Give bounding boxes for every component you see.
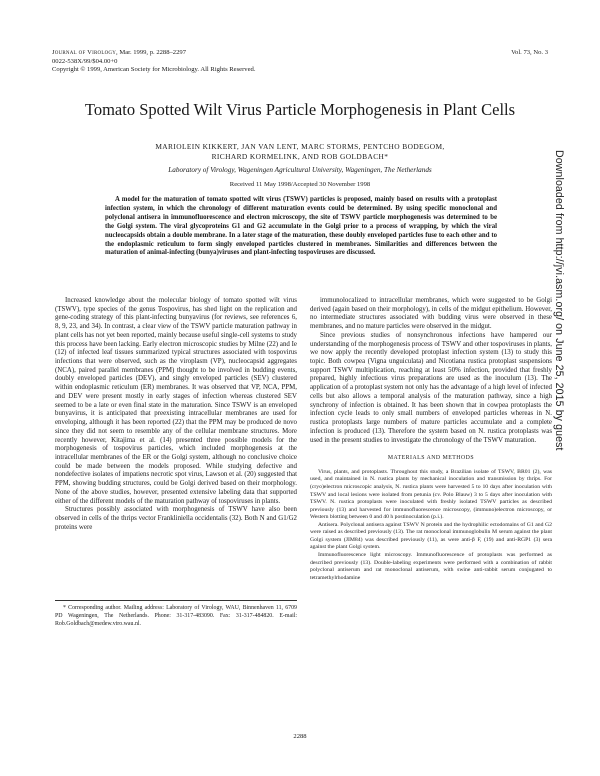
abstract: A model for the maturation of tomato spotted wilt virus (TSWV) particles is proposed, mainly based on results with a protoplast infection system, in which the chronology of different maturation events could be determined. By using specific monoclonal and polyclonal antisera in immunofluorescence and electron microscopy, the site of TSWV particle morphogenesis was determined to be the Golgi system. The viral glycoproteins G1 and G2 accumulate in the Golgi prior to a process of wrapping, by which the viral nucleocapsids obtain a double membrane. In a later stage of the maturation, these doubly enveloped particles fuse to each other and to the endoplasmic reticulum to form singly enveloped particles clustered in membranes. Similarities and differences between the maturation of animal-infecting (bunya)viruses and plant-infecting tospoviruses are discussed.	[105, 196, 497, 257]
body-paragraph: Increased knowledge about the molecular biology of tomato spotted wilt virus (TSWV), type species of the genus Tospovirus, has shed light on the replication and gene-coding strategy of this plant-infecting bunyavirus (for reviews, see references 6, 8, 9, 23, and 34). In contrast, a clear view of the TSWV particle maturation pathway in plant cells has not yet been reported, mainly because useful single-cell systems to study this process have been lacking. Early electron microscopic studies by Milne (22) and Ie (12) of infected leaf tissues summarized typical structures associated with tospovirus infections that were observed, such as the viroplasm (VP), nucleocapsid aggregates (NCA), paired parallel membranes (PPM) thought to be involved in budding events, doubly enveloped particles (DEV), and singly enveloped particles (SEV) clustered within endoplasmic reticulum (ER) membranes. It was observed that VP, NCA, PPM, and DEV were present mostly in early stages of infection whereas clustered SEV seemed to be a late or even final state in the maturation. Since TSWV is an enveloped bunyavirus, it is anticipated that preexisting intracellular membranes are used for enveloping, although it has been reported (22) that the PPM may be produced de novo since they did not seem to resemble any of the cellular membrane structures. More recently however, Kitajima et al. (14) presented three possible models for the morphogenesis of tospovirus particles, which included morphogenesis at the intracellular membranes of the ER or the Golgi system, although no conclusive choice could be made between the models proposed. While studying defective and nondefective isolates of impatiens necrotic spot virus, Lawson et al. (20) suggested that PPM, showing budding structures, could be Golgi derived based on their morphology. None of the above studies, however, presented extensive labeling data that supported either of the different models of the maturation pathway of tospoviruses in plants.	[55, 297, 297, 505]
volume-issue: Vol. 73, No. 3	[511, 49, 548, 56]
affiliation: Laboratory of Virology, Wageningen Agricultural University, Wageningen, The Netherlands	[168, 166, 432, 174]
journal-citation: Journal of Virology, Mar. 1999, p. 2288–2297	[52, 49, 186, 56]
methods-text	[310, 469, 552, 582]
body-column-right	[310, 297, 552, 582]
article-title: Tomato Spotted Wilt Virus Particle Morphogenesis in Plant Cells	[84, 100, 516, 119]
authors-line-1: MARIOLEIN KIKKERT, JAN VAN LENT, MARC STORMS, PENTCHO BODEGOM,	[155, 142, 445, 151]
page-number: 2288	[293, 733, 307, 740]
methods-paragraph: Immunofluorescence light microscopy. Immunofluorescence of protoplasts was performed as described previously (13). Double-labeling experiments were performed with a combination of rabbit polyclonal antiserum and rat monoclonal antiserum, with swine anti-rabbit serum conjugated to tetramethylrhodamine	[310, 551, 552, 581]
author-list	[60, 142, 540, 162]
corresponding-author-footnote	[55, 600, 297, 628]
body-paragraph: immunolocalized to intracellular membranes, which were suggested to be Golgi derived (again based on their morphology), in cells of the midgut epithelium. However, no intermediate structures associated with budding virus were observed in these membranes, and no mature particles were observed in the midgut.	[310, 297, 552, 331]
footnote-text: * Corresponding author. Mailing address: Laboratory of Virology, WAU, Binnenhaven 11, 6709 PD Wageningen, The Netherlands. Phone: 31-317-483090. Fax: 31-317-484820. E-mail: Rob.Goldbach@medew.viro.wau.nl.	[55, 605, 297, 627]
journal-header	[52, 49, 255, 75]
copyright: Copyright © 1999, American Society for Microbiology. All Rights Reserved.	[52, 66, 256, 74]
body-column-left	[55, 297, 297, 532]
body-paragraph: Since previous studies of nonsynchronous infections have hampered our understanding of the morphogenesis process of TSWV and other tospoviruses in plants, we now apply the recently developed protoplast infection system (13) to study this topic. Both cowpea (Vigna unguiculata) and Nicotiana rustica protoplast suspensions support TSWV multiplication, reaching at least 50% infection, provided that freshly prepared, highly infectious virus preparations are used as the inoculum (13). The application of a protoplast system not only has the advantage of a high level of infected cells but also allows a temporal analysis of the maturation pathway, since a high synchrony of infection is obtained. It has been shown that in cowpea protoplasts the infection cycle leads to only small numbers of enveloped particles whereas in N. rustica protoplasts large numbers of mature particles accumulate and a complete infection is produced (13). Therefore the system based on N. rustica protoplasts was used in the present studies to investigate the chronology of the TSWV maturation.	[310, 331, 552, 444]
authors-line-2: RICHARD KORMELINK, AND ROB GOLDBACH*	[211, 152, 389, 161]
methods-paragraph: Antisera. Polyclonal antisera against TSWV N protein and the hydrophilic ectodomains of G1 and G2 were raised as described previously (13). The rat monoclonal immunoglobulin M serum against the plant Golgi system (JIM84) was described previously (11), as were anti-β F, (19) and anti-RGP1 (3) sera against the plant Golgi system.	[310, 521, 552, 551]
download-watermark: Downloaded from http://jvi.asm.org/ on June 25, 2015 by guest	[553, 150, 565, 451]
received-dates: Received 11 May 1998/Accepted 30 November 1998	[229, 181, 371, 188]
section-heading-methods: MATERIALS AND METHODS	[387, 455, 475, 462]
methods-paragraph: Virus, plants, and protoplasts. Throughout this study, a Brazilian isolate of TSWV, BR01 (2), was used, and maintained in N. rustica plants by mechanical inoculation and transmission by thrips. For (cryo)electron microscopic analysis, N. rustica plants were harvested 5 to 10 days after inoculation with TSWV and local lesions were isolated from petunia (cv. Polo Blauw) 3 to 5 days after inoculation with TSWV. N. rustica protoplasts were inoculated with freshly isolated TSWV particles as described previously (13) and harvested for immunofluorescence microscopy, (immuno)electron microscopy, or Western blotting between 0 and 40 h postinoculation (p.i.).	[310, 468, 552, 521]
body-paragraph: Structures possibly associated with morphogenesis of TSWV have also been observed in cells of the thrips vector Frankliniella occidentalis (32). Both N and G1/G2 proteins were	[55, 506, 297, 531]
issn: 0022-538X/99/$04.00+0	[52, 57, 118, 65]
